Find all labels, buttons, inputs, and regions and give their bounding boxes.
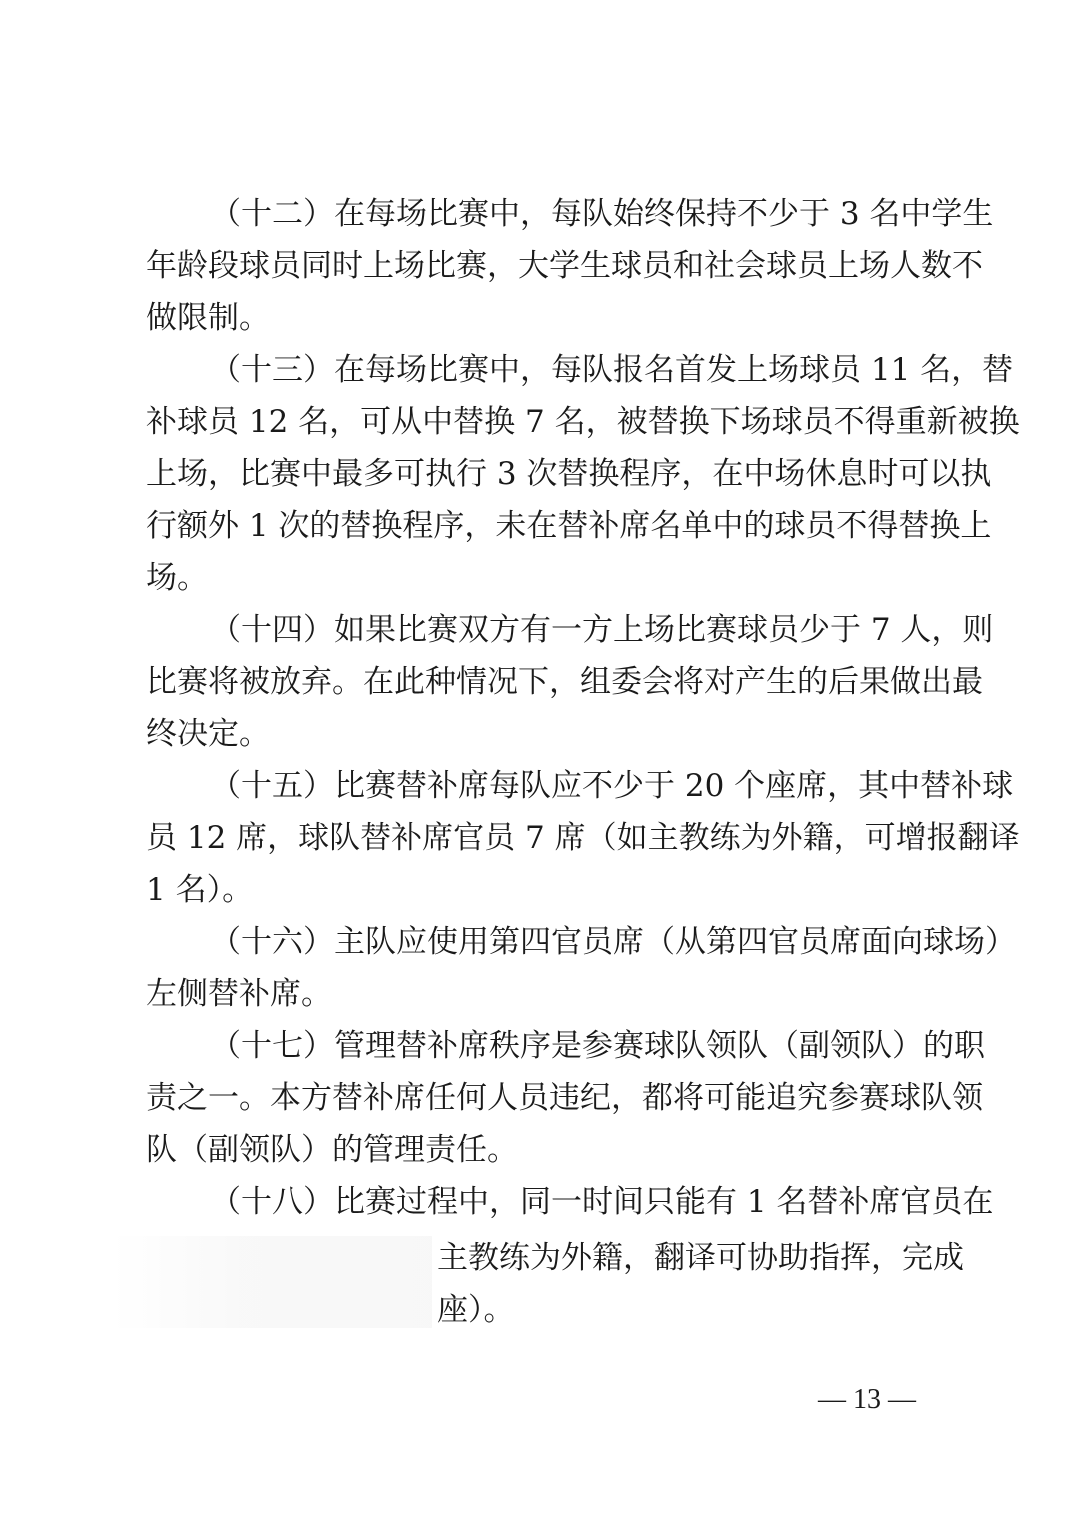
- paragraph-16-line-2: 左侧替补席。: [146, 976, 332, 1012]
- page-number: — 13 —: [818, 1384, 916, 1415]
- paragraph-13-line-2: 补球员 12 名，可从中替换 7 名，被替换下场球员不得重新被换: [146, 404, 1020, 440]
- paragraph-18-line-1: （十八）比赛过程中，同一时间只能有 1 名替补席官员在: [210, 1184, 994, 1220]
- paragraph-17-line-3: 队（副领队）的管理责任。: [146, 1132, 518, 1168]
- paragraph-15-line-2: 员 12 席，球队替补席官员 7 席（如主教练为外籍，可增报翻译: [146, 820, 1020, 856]
- blank-overlay-area: [112, 1236, 432, 1328]
- paragraph-14-line-3: 终决定。: [146, 716, 270, 752]
- paragraph-18-line-2-fragment: 主教练为外籍，翻译可协助指挥，完成: [437, 1240, 964, 1276]
- paragraph-15-line-1: （十五）比赛替补席每队应不少于 20 个座席，其中替补球: [210, 768, 1014, 804]
- paragraph-17-line-2: 责之一。本方替补席任何人员违纪，都将可能追究参赛球队领: [146, 1080, 983, 1116]
- paragraph-13-line-3: 上场，比赛中最多可执行 3 次替换程序，在中场休息时可以执: [146, 456, 992, 492]
- paragraph-12-line-1: （十二）在每场比赛中，每队始终保持不少于 3 名中学生: [210, 196, 994, 232]
- paragraph-17-line-1: （十七）管理替补席秩序是参赛球队领队（副领队）的职: [210, 1028, 985, 1064]
- paragraph-13-line-5: 场。: [146, 560, 208, 596]
- paragraph-12-line-2: 年龄段球员同时上场比赛，大学生球员和社会球员上场人数不: [146, 248, 983, 284]
- paragraph-12-line-3: 做限制。: [146, 300, 270, 336]
- paragraph-14-line-1: （十四）如果比赛双方有一方上场比赛球员少于 7 人，则: [210, 612, 994, 648]
- paragraph-13-line-4: 行额外 1 次的替换程序，未在替补席名单中的球员不得替换上: [146, 508, 992, 544]
- paragraph-18-line-3-fragment: 座）。: [437, 1292, 515, 1328]
- paragraph-15-line-3: 1 名）。: [146, 872, 254, 908]
- paragraph-16-line-1: （十六）主队应使用第四官员席（从第四官员席面向球场）: [210, 924, 1016, 960]
- paragraph-13-line-1: （十三）在每场比赛中，每队报名首发上场球员 11 名，替: [210, 352, 1014, 388]
- paragraph-14-line-2: 比赛将被放弃。在此种情况下，组委会将对产生的后果做出最: [146, 664, 983, 700]
